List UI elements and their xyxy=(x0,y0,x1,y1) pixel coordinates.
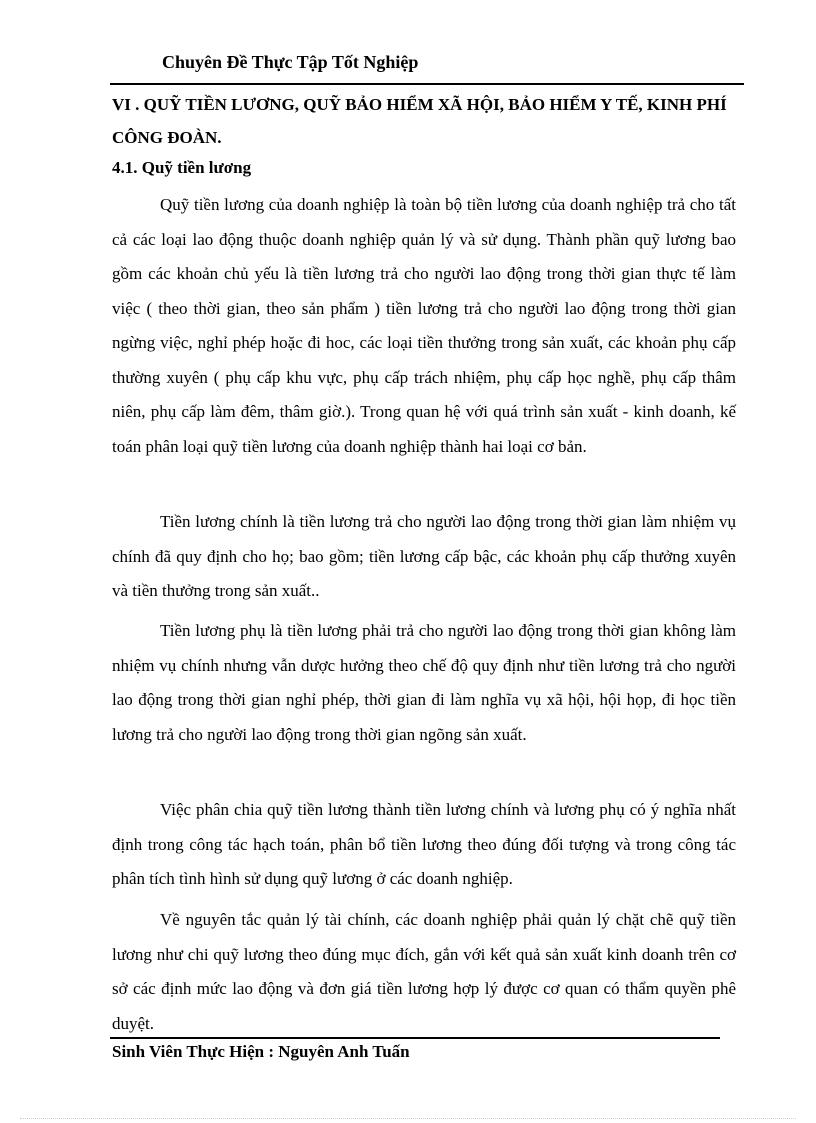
header-divider xyxy=(110,83,744,85)
paragraph-management-principle: Về nguyên tắc quản lý tài chính, các doanh nghiệp phải quản lý chặt chẽ quỹ tiền lương như chi quỹ lương theo đúng mục đích, gắn với kết quả sản xuất kinh doanh trên cơ sở các định mức lao động và đơn giá tiền lương hợp lý được cơ quan có thẩm quyền phê duyệt. xyxy=(112,910,736,1033)
paragraph-extra-salary: Tiền lương phụ là tiền lương phải trả cho người lao động trong thời gian không làm nhiệm vụ chính nhưng vẫn dược hưởng theo chế độ quy định như tiền lương trả cho người lao động trong thời gian nghỉ phép, thời gian đi làm nghĩa vụ xã hội, hội họp, đi học tiền lương trả cho người lao động trong thời gian ngõng sản xuất. xyxy=(112,621,736,744)
paragraph-main-salary: Tiền lương chính là tiền lương trả cho người lao động trong thời gian làm nhiệm vụ chính đã quy định cho họ; bao gồm; tiền lương cấp bậc, các khoản phụ cấp thưởng xuyên và tiền thưởng trong sản xuất.. xyxy=(112,512,736,600)
footer-divider xyxy=(110,1037,720,1039)
page-header-title: Chuyên Đề Thực Tập Tốt Nghiệp xyxy=(162,52,419,72)
section-heading: VI . QUỸ TIỀN LƯƠNG, QUỸ BẢO HIỂM XÃ HỘI, BẢO HIỂM Y TẾ, KINH PHÍ CÔNG ĐOÀN. xyxy=(112,95,727,147)
paragraph-fund-division: Việc phân chia quỹ tiền lương thành tiền lương chính và lương phụ có ý nghĩa nhất định trong công tác hạch toán, phân bổ tiền lương theo đúng đối tượng và trong công tác phân tích tình hình sử dụng quỹ lương ở các doanh nghiệp. xyxy=(112,800,736,888)
paragraph-fund-definition: Quỹ tiền lương của doanh nghiệp là toàn bộ tiền lương của doanh nghiệp trả cho tất cả các loại lao động thuộc doanh nghiệp quản lý và sử dụng. Thành phần quỹ lương bao gồm các khoản chủ yếu là tiền lương trả cho người lao động trong thời gian thực tế làm việc ( theo thời gian, theo sản phẩm ) tiền lương trả cho người lao động trong thời gian ngừng việc, nghỉ phép hoặc đi hoc, các loại tiền thưởng trong sản xuất, các khoản phụ cấp thường xuyên ( phụ cấp khu vực, phụ cấp trách nhiệm, phụ cấp học nghề, phụ cấp thâm niên, phụ cấp làm đêm, thâm giờ.). Trong quan hệ với quá trình sản xuất - kinh doanh, kế toán phân loại quỹ tiền lương của doanh nghiệp thành hai loại cơ bản. xyxy=(112,195,736,456)
footer-student-name: Sinh Viên Thực Hiện : Nguyên Anh Tuấn xyxy=(112,1042,410,1061)
subsection-heading: 4.1. Quỹ tiền lương xyxy=(112,158,252,177)
page-bottom-edge xyxy=(20,1118,796,1119)
